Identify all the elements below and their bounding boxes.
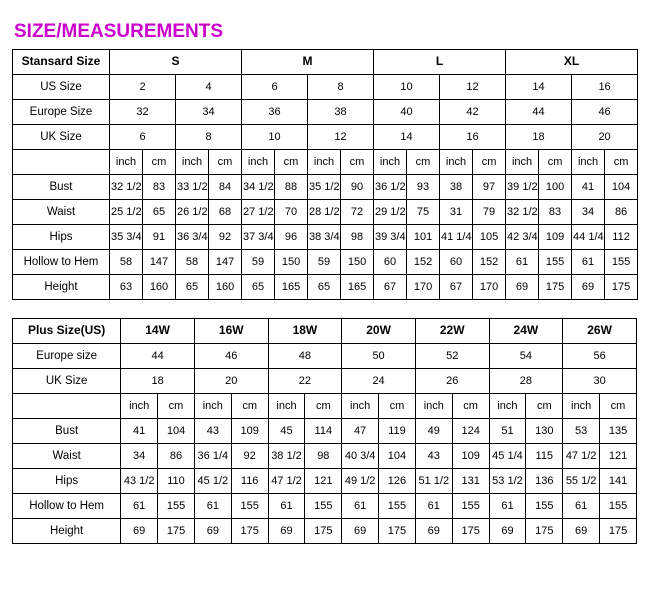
table-cell: 86 [605,199,638,224]
table-cell: inch [242,149,275,174]
table-cell: 114 [305,418,342,443]
table-cell: 16 [572,74,638,99]
table-cell: 69 [268,518,305,543]
table-cell: 165 [275,274,308,299]
table-cell: 46 [194,343,268,368]
table-cell: inch [268,393,305,418]
table-row [13,518,637,543]
table-cell: 38 [308,99,374,124]
table-corner-label: Plus Size(US) [13,318,121,343]
table-cell: cm [305,393,342,418]
table-cell: 67 [374,274,407,299]
table-cell: 130 [526,418,563,443]
row-label-blank [13,393,121,418]
table-cell: 98 [341,224,374,249]
table-cell: 44 [121,343,195,368]
table-cell: 45 1/2 [194,468,231,493]
table-cell: 104 [605,174,638,199]
standard-size-body [13,49,638,299]
table-cell: 65 [308,274,341,299]
size-group-header: 16W [194,318,268,343]
standard-size-table [12,49,638,300]
table-cell: 110 [158,468,195,493]
table-cell: 135 [600,418,637,443]
table-cell: 160 [143,274,176,299]
table-cell: 12 [440,74,506,99]
table-cell: 175 [379,518,416,543]
row-label: Bust [13,174,110,199]
table-cell: 54 [489,343,563,368]
table-cell: 58 [176,249,209,274]
table-cell: 58 [110,249,143,274]
table-cell: 53 1/2 [489,468,526,493]
table-cell: 124 [452,418,489,443]
table-cell: 141 [600,468,637,493]
table-cell: cm [452,393,489,418]
table-cell: 170 [407,274,440,299]
table-cell: 8 [308,74,374,99]
table-cell: 55 1/2 [563,468,600,493]
size-group-header: XL [506,49,638,74]
table-cell: 43 [415,443,452,468]
table-cell: 131 [452,468,489,493]
table-cell: cm [407,149,440,174]
table-cell: 61 [572,249,605,274]
table-cell: 61 [415,493,452,518]
table-cell: 36 1/4 [194,443,231,468]
table-cell: 45 1/4 [489,443,526,468]
table-cell: 34 [176,99,242,124]
table-cell: inch [176,149,209,174]
table-cell: 63 [110,274,143,299]
table-cell: 150 [341,249,374,274]
table-cell: 90 [341,174,374,199]
table-cell: 152 [473,249,506,274]
table-cell: 53 [563,418,600,443]
table-cell: cm [605,149,638,174]
table-cell: 69 [121,518,158,543]
table-cell: inch [121,393,158,418]
row-label: Waist [13,199,110,224]
table-cell: 42 3/4 [506,224,539,249]
table-cell: 10 [242,124,308,149]
row-label-blank [13,149,110,174]
table-row [13,468,637,493]
table-cell: 61 [268,493,305,518]
table-cell: 8 [176,124,242,149]
table-cell: 121 [305,468,342,493]
table-cell: inch [489,393,526,418]
table-cell: 46 [572,99,638,124]
table-cell: 33 1/2 [176,174,209,199]
table-cell: cm [473,149,506,174]
table-corner-label: Stansard Size [13,49,110,74]
size-group-header: 22W [415,318,489,343]
table-cell: 155 [526,493,563,518]
table-cell: inch [110,149,143,174]
table-cell: 35 3/4 [110,224,143,249]
table-cell: 39 3/4 [374,224,407,249]
table-cell: 18 [121,368,195,393]
row-label: UK Size [13,368,121,393]
table-cell: 14 [374,124,440,149]
table-cell: 18 [506,124,572,149]
table-cell: 24 [342,368,416,393]
table-cell: 38 3/4 [308,224,341,249]
table-cell: 34 [121,443,158,468]
size-group-header: L [374,49,506,74]
table-cell: 152 [407,249,440,274]
table-cell: cm [275,149,308,174]
table-cell: 175 [305,518,342,543]
table-cell: 41 [572,174,605,199]
table-cell: 6 [110,124,176,149]
table-cell: 41 [121,418,158,443]
table-row [13,74,638,99]
row-label: Bust [13,418,121,443]
table-cell: 51 [489,418,526,443]
table-cell: 88 [275,174,308,199]
table-cell: 14 [506,74,572,99]
row-label: Europe Size [13,99,110,124]
table-cell: 38 1/2 [268,443,305,468]
table-cell: 28 [489,368,563,393]
table-cell: inch [415,393,452,418]
row-label: Hips [13,224,110,249]
table-cell: 32 [110,99,176,124]
table-cell: 44 [506,99,572,124]
table-cell: 40 [374,99,440,124]
table-cell: 155 [379,493,416,518]
table-cell: 175 [158,518,195,543]
table-cell: 65 [176,274,209,299]
table-cell: 92 [209,224,242,249]
table-cell: 155 [605,249,638,274]
table-cell: 70 [275,199,308,224]
table-cell: 175 [526,518,563,543]
table-cell: 100 [539,174,572,199]
table-cell: 38 [440,174,473,199]
table-row [13,99,638,124]
table-cell: 109 [231,418,268,443]
table-cell: 49 [415,418,452,443]
table-cell: 115 [526,443,563,468]
table-cell: 20 [194,368,268,393]
table-cell: 147 [209,249,242,274]
table-cell: inch [194,393,231,418]
size-group-header: 18W [268,318,342,343]
table-cell: 119 [379,418,416,443]
table-cell: 26 [415,368,489,393]
table-cell: 61 [121,493,158,518]
table-cell: 147 [143,249,176,274]
row-label: US Size [13,74,110,99]
table-cell: 83 [143,174,176,199]
table-cell: 121 [600,443,637,468]
table-cell: 109 [539,224,572,249]
table-row [13,249,638,274]
table-cell: cm [158,393,195,418]
table-cell: 4 [176,74,242,99]
table-row [13,174,638,199]
table-cell: 60 [374,249,407,274]
table-cell: 69 [572,274,605,299]
table-row [13,393,637,418]
table-cell: 56 [563,343,637,368]
table-cell: 160 [209,274,242,299]
table-cell: 12 [308,124,374,149]
table-cell: 109 [452,443,489,468]
table-cell: 59 [242,249,275,274]
size-group-header: 24W [489,318,563,343]
table-cell: inch [506,149,539,174]
table-cell: 175 [452,518,489,543]
row-label: Hollow to Hem [13,249,110,274]
size-group-header: 14W [121,318,195,343]
table-cell: cm [209,149,242,174]
table-cell: 175 [600,518,637,543]
plus-size-body [13,318,637,543]
plus-size-table [12,318,637,544]
table-cell: 105 [473,224,506,249]
table-cell: 6 [242,74,308,99]
row-label: Waist [13,443,121,468]
table-cell: 69 [194,518,231,543]
row-label: Hips [13,468,121,493]
table-cell: 59 [308,249,341,274]
table-cell: 175 [605,274,638,299]
table-cell: 25 1/2 [110,199,143,224]
table-cell: 112 [605,224,638,249]
table-cell: 29 1/2 [374,199,407,224]
table-cell: cm [600,393,637,418]
row-label: Hollow to Hem [13,493,121,518]
table-cell: 165 [341,274,374,299]
row-label: Europe size [13,343,121,368]
table-cell: cm [526,393,563,418]
table-cell: 28 1/2 [308,199,341,224]
row-label: Height [13,518,121,543]
table-cell: 60 [440,249,473,274]
table-gap [10,300,635,318]
table-cell: 10 [374,74,440,99]
row-label: Height [13,274,110,299]
table-cell: 126 [379,468,416,493]
table-header-row [13,49,638,74]
table-cell: 91 [143,224,176,249]
table-cell: cm [143,149,176,174]
table-cell: 49 1/2 [342,468,379,493]
table-cell: inch [374,149,407,174]
table-cell: 30 [563,368,637,393]
table-cell: 92 [231,443,268,468]
size-group-header: M [242,49,374,74]
table-cell: 36 3/4 [176,224,209,249]
row-label: UK Size [13,124,110,149]
table-cell: 101 [407,224,440,249]
table-cell: 150 [275,249,308,274]
table-cell: inch [342,393,379,418]
table-cell: 155 [600,493,637,518]
table-cell: 96 [275,224,308,249]
table-cell: 26 1/2 [176,199,209,224]
table-cell: 47 1/2 [563,443,600,468]
table-cell: 45 [268,418,305,443]
table-cell: 16 [440,124,506,149]
table-cell: 68 [209,199,242,224]
table-cell: cm [231,393,268,418]
page-title: SIZE/MEASUREMENTS [14,21,224,42]
table-cell: 104 [379,443,416,468]
table-cell: 40 3/4 [342,443,379,468]
table-row [13,418,637,443]
table-cell: 170 [473,274,506,299]
table-cell: 116 [231,468,268,493]
table-cell: 43 1/2 [121,468,158,493]
table-cell: 98 [305,443,342,468]
table-cell: 43 [194,418,231,443]
table-cell: 52 [415,343,489,368]
table-cell: 20 [572,124,638,149]
table-cell: 34 1/2 [242,174,275,199]
table-row [13,343,637,368]
table-cell: 69 [563,518,600,543]
table-cell: cm [341,149,374,174]
table-cell: 155 [305,493,342,518]
size-group-header: 26W [563,318,637,343]
table-row [13,368,637,393]
table-cell: cm [539,149,572,174]
table-cell: 44 1/4 [572,224,605,249]
table-cell: 104 [158,418,195,443]
table-cell: 175 [231,518,268,543]
table-cell: 69 [489,518,526,543]
table-cell: 61 [506,249,539,274]
table-row [13,443,637,468]
table-cell: 155 [231,493,268,518]
table-row [13,199,638,224]
table-cell: cm [379,393,416,418]
table-cell: 136 [526,468,563,493]
table-cell: 27 1/2 [242,199,275,224]
table-cell: 50 [342,343,416,368]
table-row [13,124,638,149]
table-cell: 61 [342,493,379,518]
table-cell: 75 [407,199,440,224]
table-cell: 69 [415,518,452,543]
table-cell: 84 [209,174,242,199]
table-cell: 51 1/2 [415,468,452,493]
table-cell: 39 1/2 [506,174,539,199]
table-cell: 67 [440,274,473,299]
table-cell: 155 [158,493,195,518]
table-cell: 32 1/2 [506,199,539,224]
table-cell: 31 [440,199,473,224]
table-row [13,149,638,174]
table-cell: 47 1/2 [268,468,305,493]
size-group-header: S [110,49,242,74]
table-cell: 47 [342,418,379,443]
table-cell: 93 [407,174,440,199]
table-cell: 61 [563,493,600,518]
table-cell: 37 3/4 [242,224,275,249]
table-header-row [13,318,637,343]
table-cell: 34 [572,199,605,224]
table-row [13,493,637,518]
table-cell: inch [308,149,341,174]
table-cell: inch [572,149,605,174]
table-cell: 32 1/2 [110,174,143,199]
table-cell: 69 [506,274,539,299]
table-cell: 42 [440,99,506,124]
table-cell: inch [440,149,473,174]
table-cell: 72 [341,199,374,224]
table-row [13,274,638,299]
table-cell: 61 [489,493,526,518]
table-cell: 175 [539,274,572,299]
table-cell: 86 [158,443,195,468]
table-cell: 2 [110,74,176,99]
table-cell: 36 1/2 [374,174,407,199]
table-cell: 36 [242,99,308,124]
table-cell: 41 1/4 [440,224,473,249]
table-cell: 22 [268,368,342,393]
table-cell: 83 [539,199,572,224]
table-cell: inch [563,393,600,418]
table-cell: 79 [473,199,506,224]
table-cell: 97 [473,174,506,199]
table-cell: 69 [342,518,379,543]
table-cell: 61 [194,493,231,518]
table-cell: 155 [539,249,572,274]
table-cell: 65 [242,274,275,299]
table-row [13,224,638,249]
table-cell: 48 [268,343,342,368]
table-cell: 35 1/2 [308,174,341,199]
table-cell: 65 [143,199,176,224]
size-group-header: 20W [342,318,416,343]
table-cell: 155 [452,493,489,518]
